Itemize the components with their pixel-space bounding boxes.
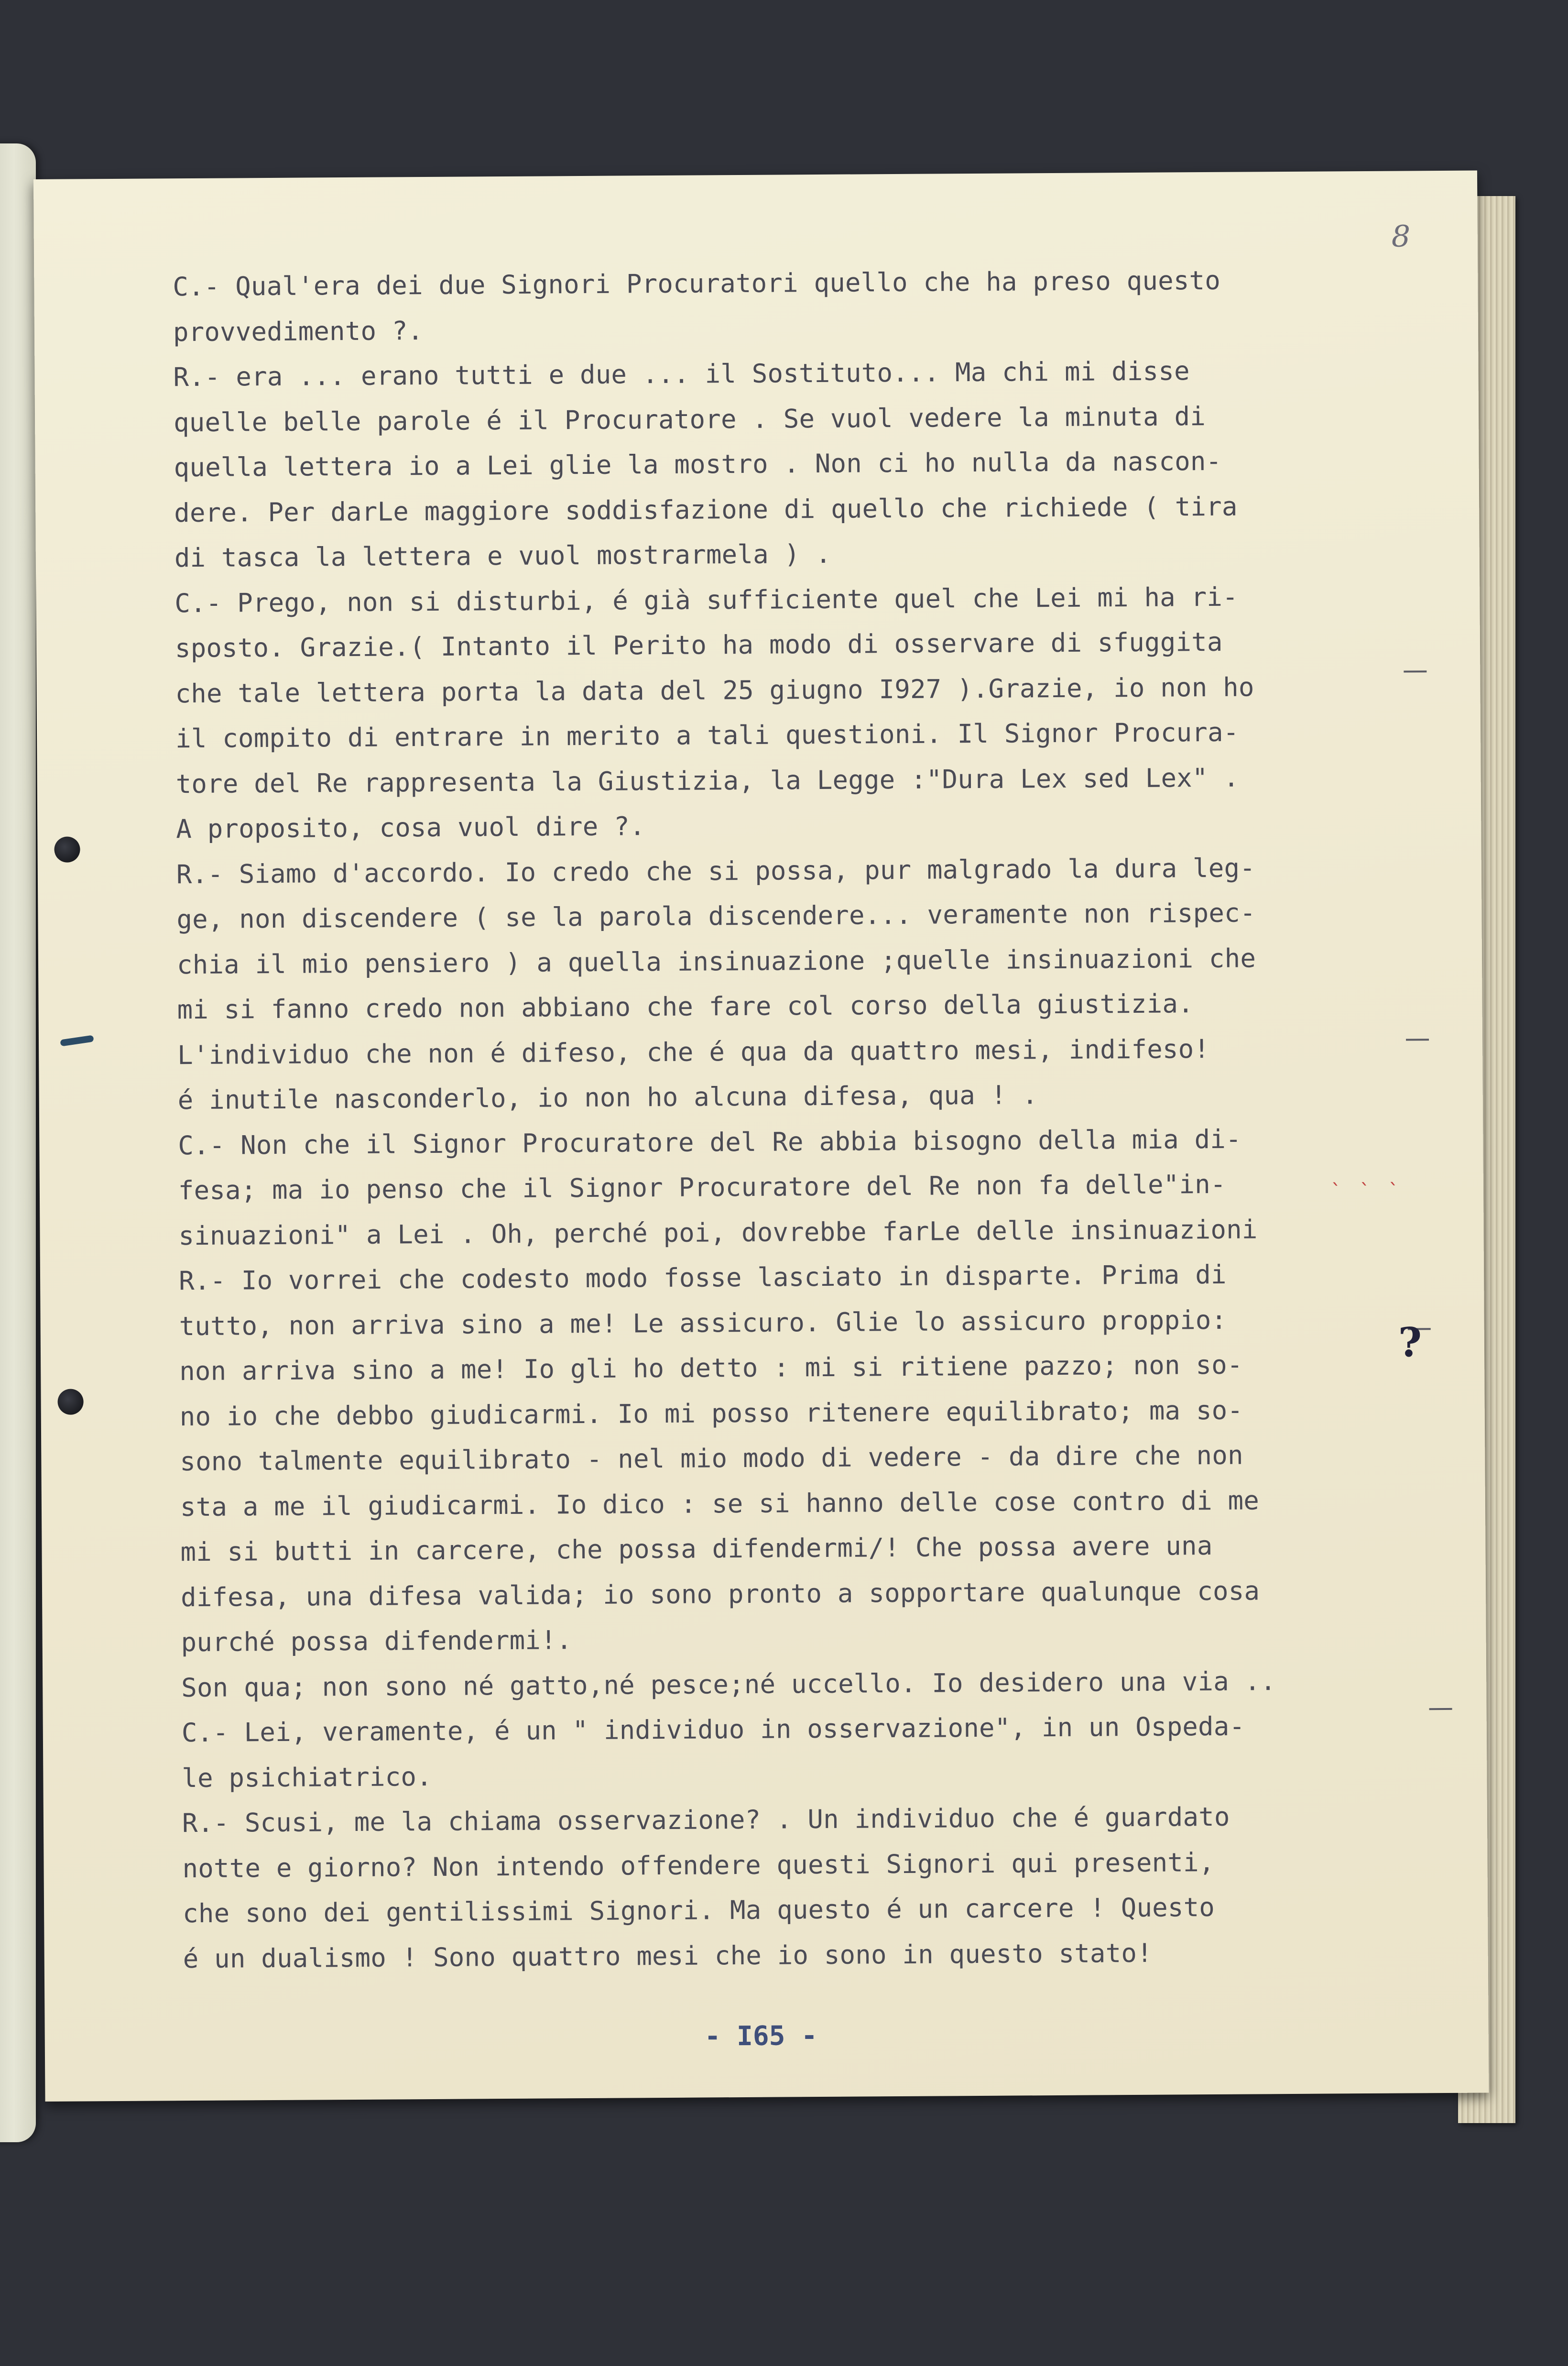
text-line: C.- Qual'era dei due Signori Procuratori quello che ha preso questo — [173, 265, 1221, 302]
text-line: che sono dei gentilissimi Signori. Ma questo é un carcere ! Questo — [182, 1892, 1215, 1929]
text-line: R.- Scusi, me la chiama osservazione? . Un individuo che é guardato — [182, 1801, 1230, 1839]
margin-dash-mark — [1404, 670, 1426, 672]
page-footer-number: - I65 - — [704, 2020, 817, 2052]
text-line: purché possa difendermi!. — [181, 1625, 572, 1658]
text-line: L'individuo che non é difeso, che é qua da quattro mesi, indifeso! — [177, 1033, 1210, 1070]
text-line: quelle belle parole é il Procuratore . Se vuol vedere la minuta di — [173, 401, 1206, 438]
text-line: é un dualismo ! Sono quattro mesi che io sono in questo stato! — [183, 1938, 1153, 1974]
text-line: provvedimento ?. — [173, 315, 424, 347]
binding-thread — [60, 1035, 94, 1046]
text-line: mi si fanno credo non abbiano che fare col corso della giustizia. — [177, 988, 1194, 1025]
text-line: quella lettera io a Lei glie la mostro . Non ci ho nulla da nascon- — [174, 446, 1222, 483]
text-line: R.- Siamo d'accordo. Io credo che si possa, pur malgrado la dura leg- — [176, 852, 1256, 889]
binder-hole-upper — [54, 836, 80, 862]
text-line: sposto. Grazie.( Intanto il Perito ha modo di osservare di sfuggita — [174, 626, 1223, 664]
margin-question-mark: ? — [1398, 1318, 1422, 1366]
text-line: sta a me il giudicarmi. Io dico : se si hanno delle cose contro di me — [180, 1485, 1260, 1522]
text-line: notte e giorno? Non intendo offendere questi Signori qui presenti, — [182, 1847, 1215, 1884]
text-line: A proposito, cosa vuol dire ?. — [176, 811, 645, 844]
text-line: R.- Io vorrei che codesto modo fosse lasciato in disparte. Prima di — [178, 1259, 1227, 1296]
text-line: tutto, non arriva sino a me! Le assicuro. Glie lo assicuro proppio: — [179, 1304, 1227, 1341]
text-line: sinuazioni" a Lei . Oh, perché poi, dovrebbe farLe delle insinuazioni — [178, 1214, 1258, 1251]
text-line: tore del Re rappresenta la Giustizia, la Legge :"Dura Lex sed Lex" . — [175, 762, 1240, 799]
text-line: C.- Non che il Signor Procuratore del Re abbia bisogno della mia di- — [178, 1124, 1241, 1161]
text-line: mi si butti in carcere, che possa difendermi/! Che possa avere una — [180, 1530, 1213, 1567]
margin-dash-mark — [1429, 1708, 1452, 1710]
text-line: non arriva sino a me! Io gli ho detto : mi si ritiene pazzo; non so- — [179, 1349, 1243, 1387]
text-line: le psichiatrico. — [182, 1761, 432, 1793]
margin-dash-mark — [1406, 1039, 1429, 1041]
text-line: di tasca la lettera e vuol mostrarmela ) . — [174, 538, 831, 573]
text-line: Son qua; non sono né gatto,né pesce;né uccello. Io desidero una via .. — [181, 1665, 1276, 1703]
handwritten-page-number: 8 — [1391, 219, 1411, 254]
text-line: dere. Per darLe maggiore soddisfazione di quello che richiede ( tira — [174, 491, 1238, 528]
text-line: fesa; ma io penso che il Signor Procuratore del Re non fa delle"in- — [178, 1169, 1226, 1206]
binder-hole-lower — [57, 1389, 83, 1414]
text-line: R.- era ... erano tutti e due ... il Sostituto... Ma chi mi disse — [173, 356, 1190, 393]
document-page — [33, 171, 1489, 2102]
text-line: ge, non discendere ( se la parola discendere... veramente non rispec- — [176, 898, 1256, 935]
text-line: C.- Lei, veramente, é un " individuo in osservazione", in un Ospeda- — [181, 1711, 1245, 1748]
text-line: C.- Prego, non si disturbi, é già sufficiente quel che Lei mi ha ri- — [174, 581, 1238, 618]
red-pencil-ticks: ` ` ` — [1330, 1180, 1403, 1203]
text-line: é inutile nasconderlo, io non ho alcuna difesa, qua ! . — [177, 1080, 1038, 1116]
text-line: no io che debbo giudicarmi. Io mi posso ritenere equilibrato; ma so- — [179, 1395, 1243, 1432]
text-line: difesa, una difesa valida; io sono pronto a sopportare qualunque cosa — [180, 1575, 1260, 1612]
text-line: sono talmente equilibrato - nel mio modo di vedere - da dire che non — [180, 1440, 1243, 1477]
text-line: chia il mio pensiero ) a quella insinuazione ;quelle insinuazioni che — [176, 942, 1256, 980]
typed-transcript — [173, 257, 1445, 1982]
text-line: che tale lettera porta la data del 25 giugno I927 ).Grazie, io non ho — [175, 671, 1254, 709]
facing-page-edge — [0, 143, 36, 2142]
text-line: il compito di entrare in merito a tali questioni. Il Signor Procura- — [175, 717, 1239, 754]
